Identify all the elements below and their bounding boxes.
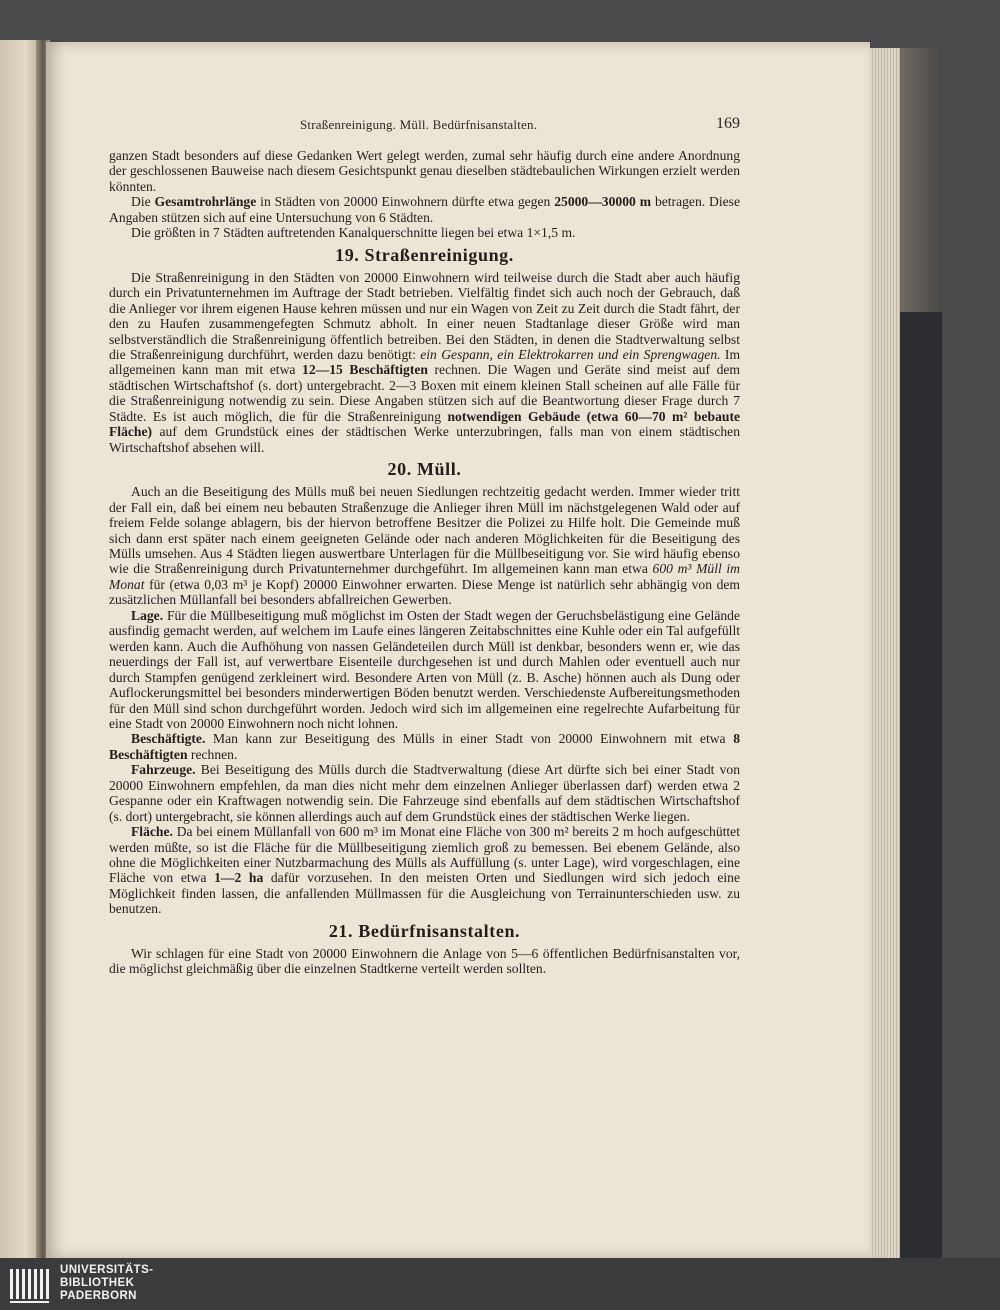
section-20-fahrzeuge bbox=[109, 762, 740, 824]
italic-term: ein Gespann, ein Elektrokarren und ein Sprengwagen. bbox=[420, 346, 721, 362]
library-logo-icon bbox=[8, 1265, 52, 1305]
text-run: auf dem Grundstück eines der städtischen Werke unterzubringen, falls man von einem städtischen Wirtschaftshof absehen will. bbox=[109, 424, 740, 455]
library-name-line-1: UNIVERSITÄTS- bbox=[60, 1264, 154, 1276]
section-heading-19: 19. Straßenreinigung. bbox=[335, 244, 514, 265]
text-run: betragen. Diese Angaben stützen sich auf eine Untersuchung von 6 Städten. bbox=[109, 194, 741, 225]
text-run: Die Straßenreinigung in den Städten von 20000 Einwohnern wird teilweise durch die Stadt aber auch häufig durch ein Privatunternehmen im Auftrage der Stadt betrieben. Vielfältig findet sich auch noch der Gebrauch, daß die Anlieger vor ihrem eigenen Hause kehren müssen und nur ein Wagen von Zeit zu Zeit durch die Stadt fährt, der den zu Haufen zusammengefegten Schmutz abholt. In einer neuen Stadtanlage dieser Größe wird man selbstverständlich die Straßenreinigung öffentlich betreiben. Bei den Städten, in denen die Stadtverwaltung selbst die Straßenreinigung durchführt, werden dazu benötigt: bbox=[109, 269, 740, 362]
bold-term: 8 Beschäftigten bbox=[109, 731, 740, 762]
section-heading-20: 20. Müll. bbox=[387, 459, 462, 480]
text-run: Für die Müllbeseitigung muß möglichst im Osten der Stadt wegen der Geruchsbelästigung eine Gelände ausfindig gemacht werden, auf welchem im Laufe eines längeren Zeitabschnittes eine Kuhle oder ein Tal aufgefüllt werden kann. Auch die Aufhöhung von nassen Geländeteilen durch Müll ist denkbar, besonders wenn er, wie das neuerdings der Fall ist, auf verwertbare Eisenteile durchgesehen ist und durch Mahlen oder eventuell auch nur durch Stampfen genügend zerkleinert wird. Besondere Arten von Müll (z. B. Asche) hönnen auch als Dung oder Auflockerungsmittel bei besonders minderwertigen Böden benutzt werden. Verschiedenste Aufbereitungsmethoden für den Müll sind schon durchgeführt worden. Jedoch wird sich im allgemeinen eine regelrechte Aufarbeitung für eine Stadt von 20000 Einwohnern noch nicht lohnen. bbox=[109, 607, 740, 731]
footer-bar bbox=[0, 1258, 1000, 1310]
bold-term: Gesamtrohrlänge bbox=[154, 194, 257, 210]
running-head: Straßenreinigung. Müll. Bedürfnisanstalten. bbox=[300, 117, 538, 132]
text-run: Bei Beseitigung des Mülls durch die Stadtverwaltung (diese Art dürfte sich bei einer Stadt von 20000 Einwohnern empfehlen, da man dies nicht mehr dem einzelnen Anlieger überlassen darf) werden etwa 2 Gespanne oder ein Kraftwagen notwendig sein. Die Fahrzeuge sind ebenfalls auf dem städtischen Wirtschaftshof (s. dort) untergebracht, sie können allerdings auch auf dem Grundstück eines der städtischen Werke liegen. bbox=[109, 762, 740, 824]
text-run: rechnen. bbox=[187, 746, 238, 762]
text-run: dafür vorzusehen. In den meisten Orten und Siedlungen wird sich jedoch eine Möglichkeit finden lassen, die anfallenden Müllmassen für die Ausgleichung von Terrainunterschieden usw. zu benutzen. bbox=[109, 870, 740, 917]
page-number: 169 bbox=[716, 115, 740, 132]
library-name-line-2: BIBLIOTHEK bbox=[60, 1277, 135, 1289]
section-19-paragraph bbox=[109, 270, 740, 455]
bold-term: 25000—30000 m bbox=[554, 194, 652, 210]
run-in-heading: Fahrzeuge. bbox=[131, 762, 196, 778]
text-run: Die bbox=[131, 194, 155, 210]
intro-paragraph-2 bbox=[109, 194, 740, 225]
library-name-line-3: PADERBORN bbox=[60, 1290, 137, 1302]
intro-paragraph-3: Die größten in 7 Städten auftretenden Kanalquerschnitte liegen bei etwa 1×1,5 m. bbox=[131, 225, 576, 241]
page-edges bbox=[870, 48, 900, 1258]
book-spine bbox=[900, 312, 942, 1258]
section-20-flaeche bbox=[109, 824, 740, 917]
text-run: in Städten von 20000 Einwohnern dürfte etwa gegen bbox=[256, 194, 555, 210]
text-run: Man kann zur Beseitigung des Mülls in einer Stadt von 20000 Einwohnern mit etwa bbox=[205, 731, 734, 747]
text-run: Im allgemeinen kann man mit etwa bbox=[109, 346, 741, 378]
section-20-lage bbox=[109, 608, 740, 732]
page-body bbox=[109, 148, 740, 977]
text-run: Da bei einem Müllanfall von 600 m³ im Monat eine Fläche von 300 m² bereits 2 m hoch aufgeschüttet werden müßte, so ist die Fläche für die Müllbeseitigung ziemlich groß zu bemessen. Bei ebenem Gelände, also ohne die Möglichkeiten einer Nutzbarmachung des Mülls als Auffüllung (s. unter Lage), wird vorgeschlagen, eine Fläche von etwa bbox=[109, 824, 740, 886]
section-21-paragraph: Wir schlagen für eine Stadt von 20000 Einwohnern die Anlage von 5—6 öffentlichen Bedürfnisanstalten vor, die möglichst gleichmäßig über die einzelnen Stadtkerne verteilt werden sollten. bbox=[109, 945, 740, 977]
section-heading-21: 21. Bedürfnisanstalten. bbox=[328, 920, 521, 941]
book-cover-edge bbox=[900, 48, 942, 314]
run-in-heading: Lage. bbox=[131, 607, 164, 623]
text-run: für (etwa 0,03 m³ je Kopf) 20000 Einwohner erwarten. Diese Menge ist natürlich sehr abhängig von dem zusätzlichen Müllanfall bei besonders abfallreichen Gewerben. bbox=[109, 576, 740, 608]
library-name bbox=[60, 1264, 153, 1303]
italic-term: 600 m³ Müll im Monat bbox=[109, 561, 740, 592]
run-in-heading: Beschäftigte. bbox=[131, 731, 206, 747]
text-run: rechnen. Die Wagen und Geräte sind meist auf dem städtischen Wirtschaftshof (s. dort) untergebracht. 2—3 Boxen mit einem kleinen Stall scheinen auf alle Fälle für die Straßenreinigung notwendig zu sein. Diese Angaben stützen sich auf die Beantwortung dieser Frage durch 7 Städte. Es ist auch möglich, die für die Straßenreinigung bbox=[109, 362, 740, 424]
run-in-heading: Fläche. bbox=[131, 824, 173, 840]
bold-term: 12—15 Beschäftigten bbox=[302, 362, 428, 378]
section-20-beschaeftigte bbox=[109, 731, 740, 762]
page-header bbox=[300, 117, 740, 137]
intro-paragraph-1: ganzen Stadt besonders auf diese Gedanken Wert gelegt werden, zumal sehr häufig durch eine andere Anordnung der geschlossenen Bauweise nach diesem Gesichtspunkt genau dieselben städtebaulichen Wirkungen erzielt werden könnten. bbox=[109, 148, 740, 194]
text-run: Auch an die Beseitigung des Mülls muß bei neuen Siedlungen rechtzeitig gedacht werden. Immer wieder tritt der Fall ein, daß bei einem neu bebauten Straßenzuge die Anlieger ihren Müll im nächstgelegenen Wald oder auf freiem Felde solange ablagern, bis der hiervon betroffene Besitzer die Polizei zu Hilfe holt. Die Gemeinde muß sich dann erst später nach einem geeigneten Gelände oder nach anderen Möglichkeiten für die Beseitigung des Mülls umsehen. Aus 4 Städten liegen auswertbare Unterlagen für die Müllbeseitigung vor. Sie wird häufig ebenso wie die Straßenreinigung durch Privatunternehmer durchgeführt. Im allgemeinen kann man etwa bbox=[109, 484, 740, 577]
bold-term: 1—2 ha bbox=[214, 870, 264, 886]
section-20-paragraph-1 bbox=[109, 484, 740, 608]
bold-term: notwendigen Gebäude (etwa 60—70 m² bebaute Fläche) bbox=[109, 408, 740, 440]
